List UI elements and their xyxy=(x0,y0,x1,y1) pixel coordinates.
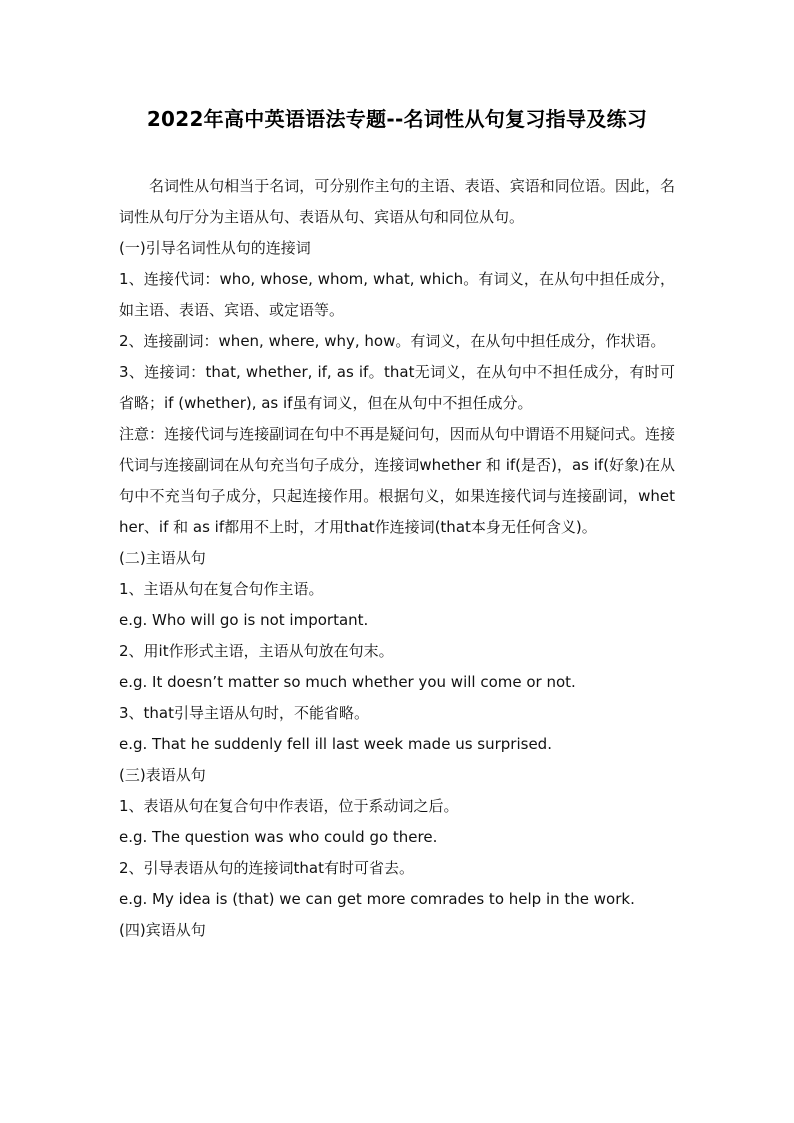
subject-clause-example-3: e.g. That he suddenly fell ill last week made us surprised. xyxy=(119,735,552,753)
subject-clause-example-2: e.g. It doesn’t matter so much whether you will come or not. xyxy=(119,673,576,691)
intro-paragraph: 名词性从句相当于名词，可分别作主句的主语、表语、宾语和同位语。因此，名词性从句厅分为主语从句、表语从句、宾语从句和同位从句。 xyxy=(119,177,675,226)
predicative-clause-rule-1: 1、表语从句在复合句中作表语，位于系动词之后。 xyxy=(119,797,459,815)
subject-clause-rule-2: 2、用it作形式主语，主语从句放在句末。 xyxy=(119,642,394,660)
conjunctions-item: 3、连接词：that, whether, if, as if。that无词义，在从句中不担任成分，有时可省略；if (whether), as if虽有词义，但在从句中不担任成分。 xyxy=(119,363,675,412)
subject-clause-rule-3: 3、that引导主语从句时，不能省略。 xyxy=(119,704,370,722)
document-body xyxy=(119,171,675,946)
predicative-clause-example-2: e.g. My idea is (that) we can get more comrades to help in the work. xyxy=(119,890,635,908)
section-heading-object-clause: (四)宾语从句 xyxy=(119,921,206,939)
note-paragraph: 注意：连接代词与连接副词在句中不再是疑问句，因而从句中谓语不用疑问式。连接代词与连接副词在从句充当句子成分，连接词whether 和 if(是否)，as if(好象)在从句中不充当句子成分，只起连接作用。根据句义，如果连接代词与连接副词，whether、if 和 as if都用不上时，才用that作连接词(that本身无任何含义)。 xyxy=(119,425,675,536)
section-heading-predicative-clause: (三)表语从句 xyxy=(119,766,206,784)
document-title: 2022年高中英语语法专题--名词性从句复习指导及练习 xyxy=(146,107,648,131)
connective-adverbs-item: 2、连接副词：when, where, why, how。有词义，在从句中担任成分，作状语。 xyxy=(119,332,666,350)
predicative-clause-example-1: e.g. The question was who could go there. xyxy=(119,828,438,846)
section-heading-subject-clause: (二)主语从句 xyxy=(119,549,206,567)
subject-clause-example-1: e.g. Who will go is not important. xyxy=(119,611,369,629)
predicative-clause-rule-2: 2、引导表语从句的连接词that有时可省去。 xyxy=(119,859,415,877)
section-heading-connectives: (一)引导名词性从句的连接词 xyxy=(119,239,311,257)
subject-clause-rule-1: 1、主语从句在复合句作主语。 xyxy=(119,580,324,598)
connective-pronouns-item: 1、连接代词：who, whose, whom, what, which。有词义，在从句中担任成分，如主语、表语、宾语、或定语等。 xyxy=(119,270,675,319)
